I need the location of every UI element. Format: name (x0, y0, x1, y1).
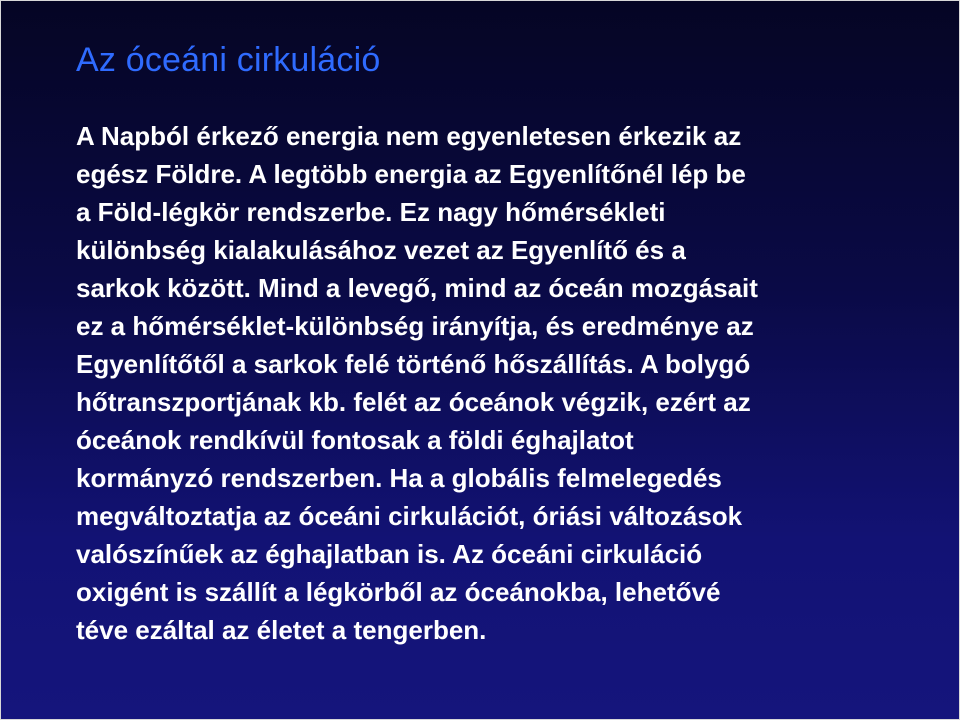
body-line: egész Földre. A legtöbb energia az Egyenlítőnél lép be (76, 159, 746, 189)
body-line: sarkok között. Mind a levegő, mind az óceán mozgásait (76, 273, 758, 303)
body-line: oxigént is szállít a légkörből az óceánokba, lehetővé (76, 577, 721, 607)
body-line: kormányzó rendszerben. Ha a globális felmelegedés (76, 463, 722, 493)
body-line: A Napból érkező energia nem egyenletesen érkezik az (76, 121, 742, 151)
body-line: Egyenlítőtől a sarkok felé történő hőszállítás. A bolygó (76, 349, 751, 379)
slide-title: Az óceáni cirkuláció (76, 41, 381, 79)
body-line: valószínűek az éghajlatban is. Az óceáni cirkuláció (76, 539, 703, 569)
slide-body (76, 117, 916, 649)
body-line: ez a hőmérséklet-különbség irányítja, és eredménye az (76, 311, 754, 341)
body-line: különbség kialakulásához vezet az Egyenlítő és a (76, 235, 686, 265)
body-line: hőtranszportjának kb. felét az óceánok végzik, ezért az (76, 387, 751, 417)
body-line: téve ezáltal az életet a tengerben. (76, 615, 487, 645)
body-line: megváltoztatja az óceáni cirkulációt, óriási változások (76, 501, 743, 531)
body-line: óceánok rendkívül fontosak a földi éghajlatot (76, 425, 634, 455)
body-line: a Föld-légkör rendszerbe. Ez nagy hőmérsékleti (76, 197, 666, 227)
